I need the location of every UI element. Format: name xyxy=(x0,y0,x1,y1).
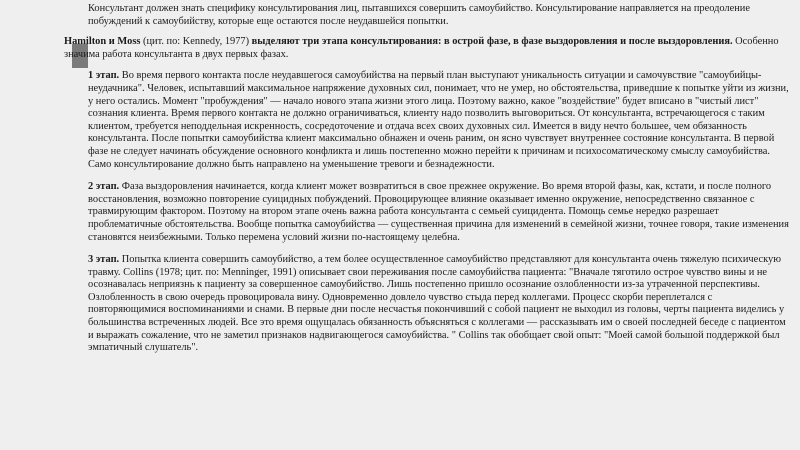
stage-1-label: 1 этап. xyxy=(88,70,120,82)
stages-bold-text: выделяют три этапа консультирования: в острой фазе, в фазе выздоровления и после выздоровления. xyxy=(251,36,733,48)
paragraph-stage-2 xyxy=(64,181,792,244)
slide-content xyxy=(64,0,792,355)
stages-rest-text: Особенно значима работа консультанта в двух первых фазах. xyxy=(64,36,779,60)
stage-1-text: Во время первого контакта после неудавшегося самоубийства на первый план выступают уникальность ситуации и самочувствие "самоубийцы-неудачника". Человек, испытавший максимальное напряжение духовных сил, понимает, что не умер, но обстоятельства, приведшие к попытке уйти из жизни, у него остались. Момент "пробуждения" — начало нового этапа жизни этого лица. Поэтому важно, какое "воздействие" будет вписано в "чистый лист" сознания клиента. Время первого контакта не должно ограничиваться, клиенту надо позволить выговориться. От консультанта, встречающегося с таким клиентом, требуется неподдельная искренность, сосредоточение и отдача всех своих духовных сил. Имеется в виду нечто большее, чем обязанность консультанта. После попытки самоубийства клиент максимально обнажен и очень раним, он ясно чувствует внутреннее состояние консультанта. В первой фазе не следует начинать обсуждение основного конфликта и лишь постепенно можно перейти к причинам и психосоматическому смыслу самоубийства. Само консультирование должно быть направлено на уменьшение тревоги и безнадежности. xyxy=(88,70,789,170)
stages-authors: Hamilton и Moss xyxy=(64,36,141,48)
stage-3-text: Попытка клиента совершить самоубийство, а тем более осуществленное самоубийство представляют для консультанта очень тяжелую психическую травму. Collins (1978; цит. по: Menninger, 1991) описывает свои переживания после самоубийства пациента: "Вначале тяготило острое чувство вины и не осознавалась неприязнь к пациенту за совершенное самоубийство. Лишь постепенно пришло осознание озлобленности из-за утраченной перспективы. Озлобленность в свою очередь провоцировала вину. Одновременно довлело чувство стыда перед коллегами. Процесс скорби переплетался с повторяющимися воспоминаниями и снами. В первые дни после несчастья покончивший с собой пациент не выходил из головы, черты пациента виделись у большинства встреченных людей. Все это время ощущалась обязанность объясняться с коллегами — рассказывать им о своей последней беседе с пациентом и выражать сожаление, что не заметил признаков надвигающегося самоубийства. " Collins так обобщает свой опыт: "Моей самой большой поддержкой был эмпатичный слушатель". xyxy=(88,254,786,354)
stage-2-text: Фаза выздоровления начинается, когда клиент может возвратиться в свое прежнее окружение. Во время второй фазы, как, кстати, и после полного восстановления, возможно повторение суицидных побуждений. Провоцирующее влияние оказывает именно окружение, непосредственно связанное с травмирующим фактором. Поэтому на втором этапе очень важна работа консультанта с семьей суицидента. Помощь семье нередко разрешает проблематичные обстоятельства. Вообще попытка самоубийства — существенная причина для изменений в семейной жизни, точнее говоря, такие изменения становятся неизбежными. Только перемена условий жизни по-настоящему целебна. xyxy=(88,181,789,243)
paragraph-stages xyxy=(64,36,792,61)
paragraph-intro xyxy=(64,3,792,28)
stage-3-label: 3 этап. xyxy=(88,254,120,266)
intro-text: Консультант должен знать специфику консультирования лиц, пытавшихся совершить самоубийство. Консультирование направляется на преодоление побуждений к самоубийству, которые еще остаются после неудавшейся попытки. xyxy=(88,3,750,27)
stages-cite: (цит. по: Kennedy, 1977) xyxy=(140,36,252,48)
paragraph-stage-1 xyxy=(64,70,792,171)
stage-2-label: 2 этап. xyxy=(88,181,120,193)
paragraph-stage-3 xyxy=(64,254,792,355)
